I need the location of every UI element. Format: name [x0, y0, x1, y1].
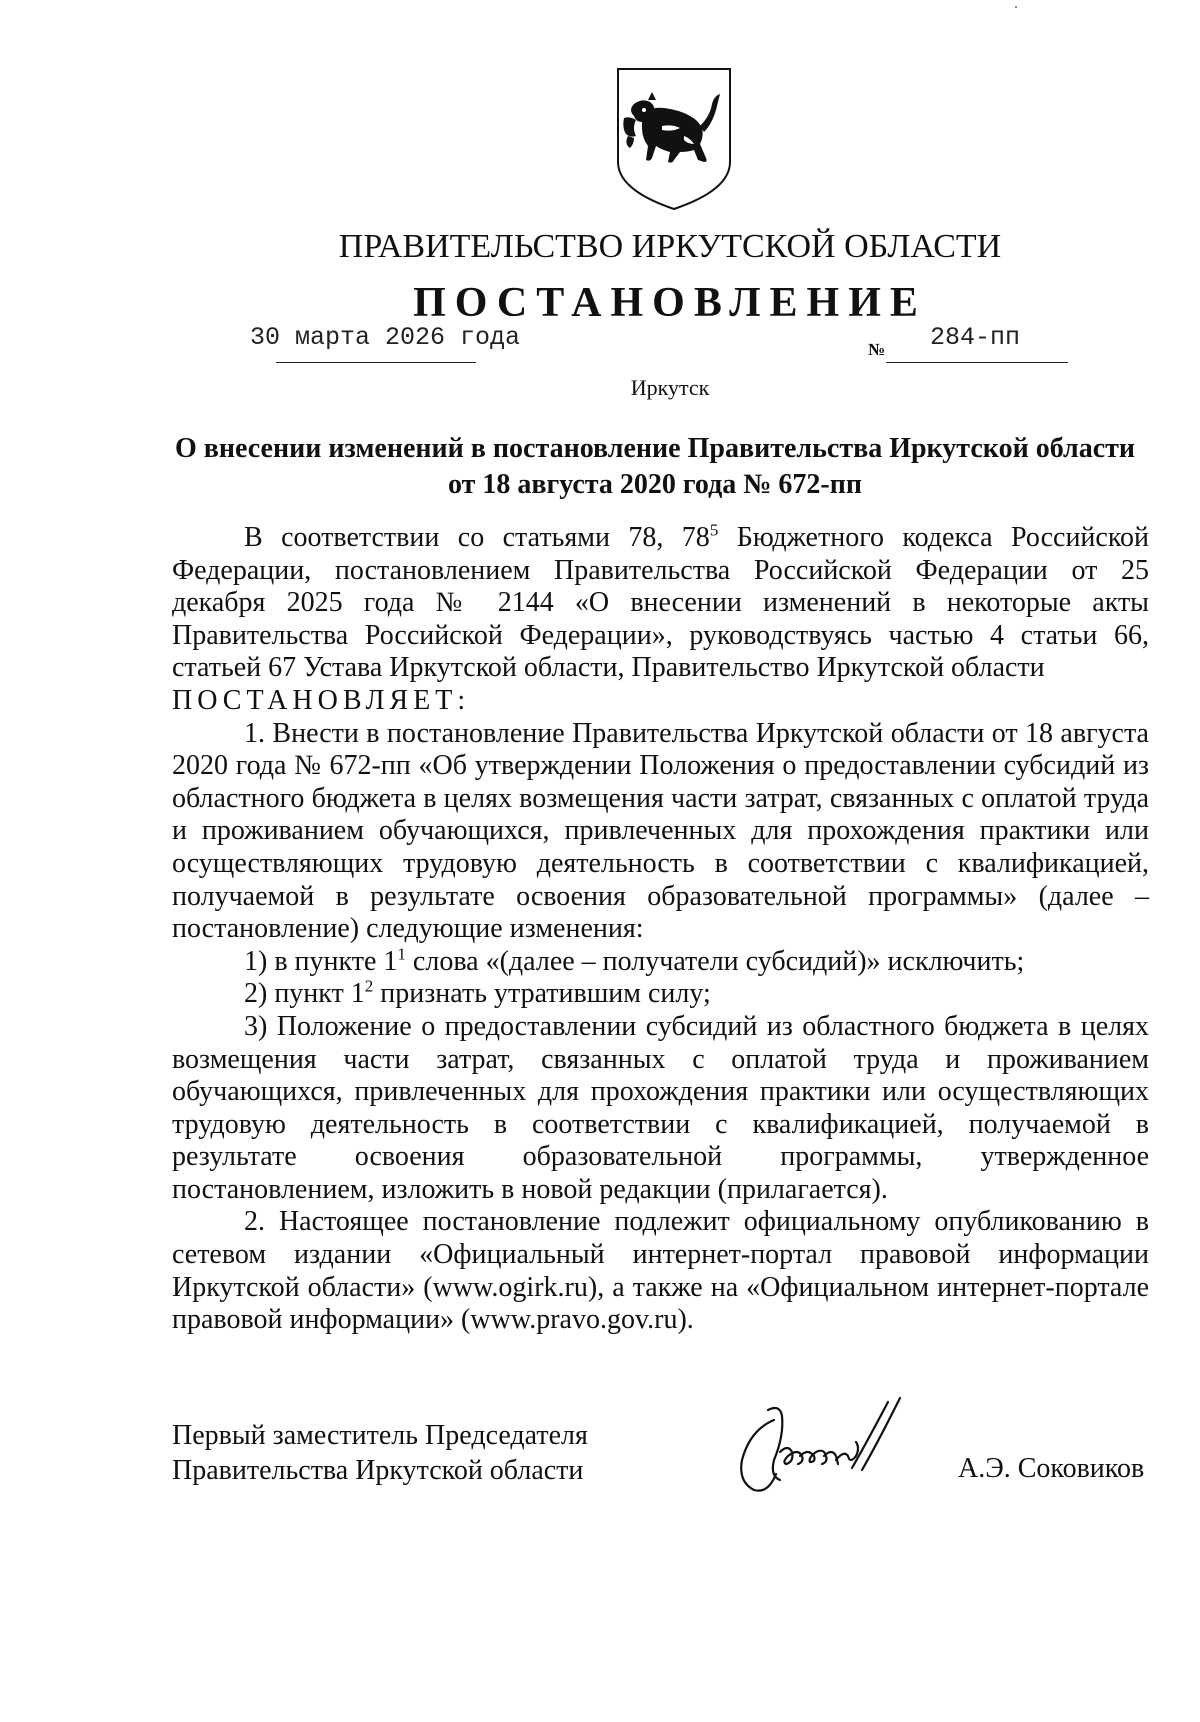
- preamble-paragraph: [172, 522, 1149, 685]
- preamble-superscript: 5: [709, 520, 719, 540]
- subitem-2-text-a: 2) пункт 1: [244, 978, 365, 1010]
- coat-of-arms-icon: [614, 66, 734, 212]
- date-underline: [276, 362, 476, 363]
- issue-city: Иркутск: [630, 375, 710, 400]
- subitem-2-text-b: признать утратившим силу;: [373, 978, 711, 1010]
- preamble-text-a: В соответствии со статьями 78, 78: [244, 522, 710, 553]
- item-1-paragraph: 1. Внести в постановление Правительства Иркутской области от 18 августа 2020 года № 672-пп «Об утверждении Положения о предоставлении субсидий из областного бюджета в целях возмещения части затрат, связанных с оплатой труда и проживанием обучающихся, привлеченных для прохождения практики или осуществляющих трудовую деятельность в соответствии с квалификацией, получаемой в результате освоения образовательной программы» (далее – постановление) следующие изменения:: [172, 717, 1149, 945]
- subitem-1-paragraph: [172, 946, 1149, 979]
- signatory-position: [172, 1418, 588, 1488]
- document-body: [172, 522, 1149, 1337]
- subitem-1-text-a: 1) в пункте 1: [244, 945, 398, 977]
- signatory-name: А.Э. Соковиков: [958, 1453, 1145, 1484]
- scan-speck: [1015, 6, 1017, 8]
- number-underline: [886, 362, 1068, 363]
- subject-line-1: О внесении изменений в постановление Правительства Иркутской области: [174, 433, 1136, 464]
- number-label: №: [868, 340, 886, 359]
- decree-word: ПОСТАНОВЛЯЕТ:: [172, 684, 471, 716]
- document-date: 30 марта 2026 года: [250, 323, 521, 352]
- subitem-1-superscript: 1: [397, 944, 406, 964]
- document-subject: [150, 431, 1160, 503]
- signatory-position-line-1: Первый заместитель Председателя: [172, 1420, 588, 1451]
- document-number: 284-пп: [930, 323, 1021, 352]
- subitem-2-superscript: 2: [364, 976, 374, 996]
- subitem-1-text-b: слова «(далее – получатели субсидий)» исключить;: [405, 945, 1025, 977]
- subject-line-2: от 18 августа 2020 года № 672-пп: [448, 469, 862, 500]
- subitem-2-paragraph: [172, 978, 1149, 1011]
- document-type-heading: ПОСТАНОВЛЕНИЕ: [413, 280, 927, 326]
- item-2-paragraph: 2. Настоящее постановление подлежит официальному опубликованию в сетевом издании «Официальный интернет-портал правовой информации Иркутской области» (www.ogirk.ru), а также на «Официальном интернет-портале правовой информации» (www.pravo.gov.ru).: [172, 1206, 1149, 1336]
- preamble-text-b: Бюджетного кодекса Российской Федерации, постановлением Правительства Российской Федерации от 25 декабря 2025 года № 2144 «О внесении изменений в некоторые акты Правительства Российской Федерации», руководствуясь частью 4 статьи 66, статьей 67 Устава Иркутской области, Правительство Иркутской области: [172, 522, 1149, 684]
- signatory-position-line-2: Правительства Иркутской области: [172, 1455, 584, 1486]
- handwritten-signature-icon: [728, 1390, 958, 1510]
- subitem-3-paragraph: 3) Положение о предоставлении субсидий из областного бюджета в целях возмещения части затрат, связанных с оплатой труда и проживанием обучающихся, привлеченных для прохождения практики или осуществляющих трудовую деятельность в соответствии с квалификацией, получаемой в результате освоения образовательной программы, утвержденное постановлением, изложить в новой редакции (прилагается).: [172, 1010, 1149, 1205]
- government-title: ПРАВИТЕЛЬСТВО ИРКУТСКОЙ ОБЛАСТИ: [338, 228, 1002, 265]
